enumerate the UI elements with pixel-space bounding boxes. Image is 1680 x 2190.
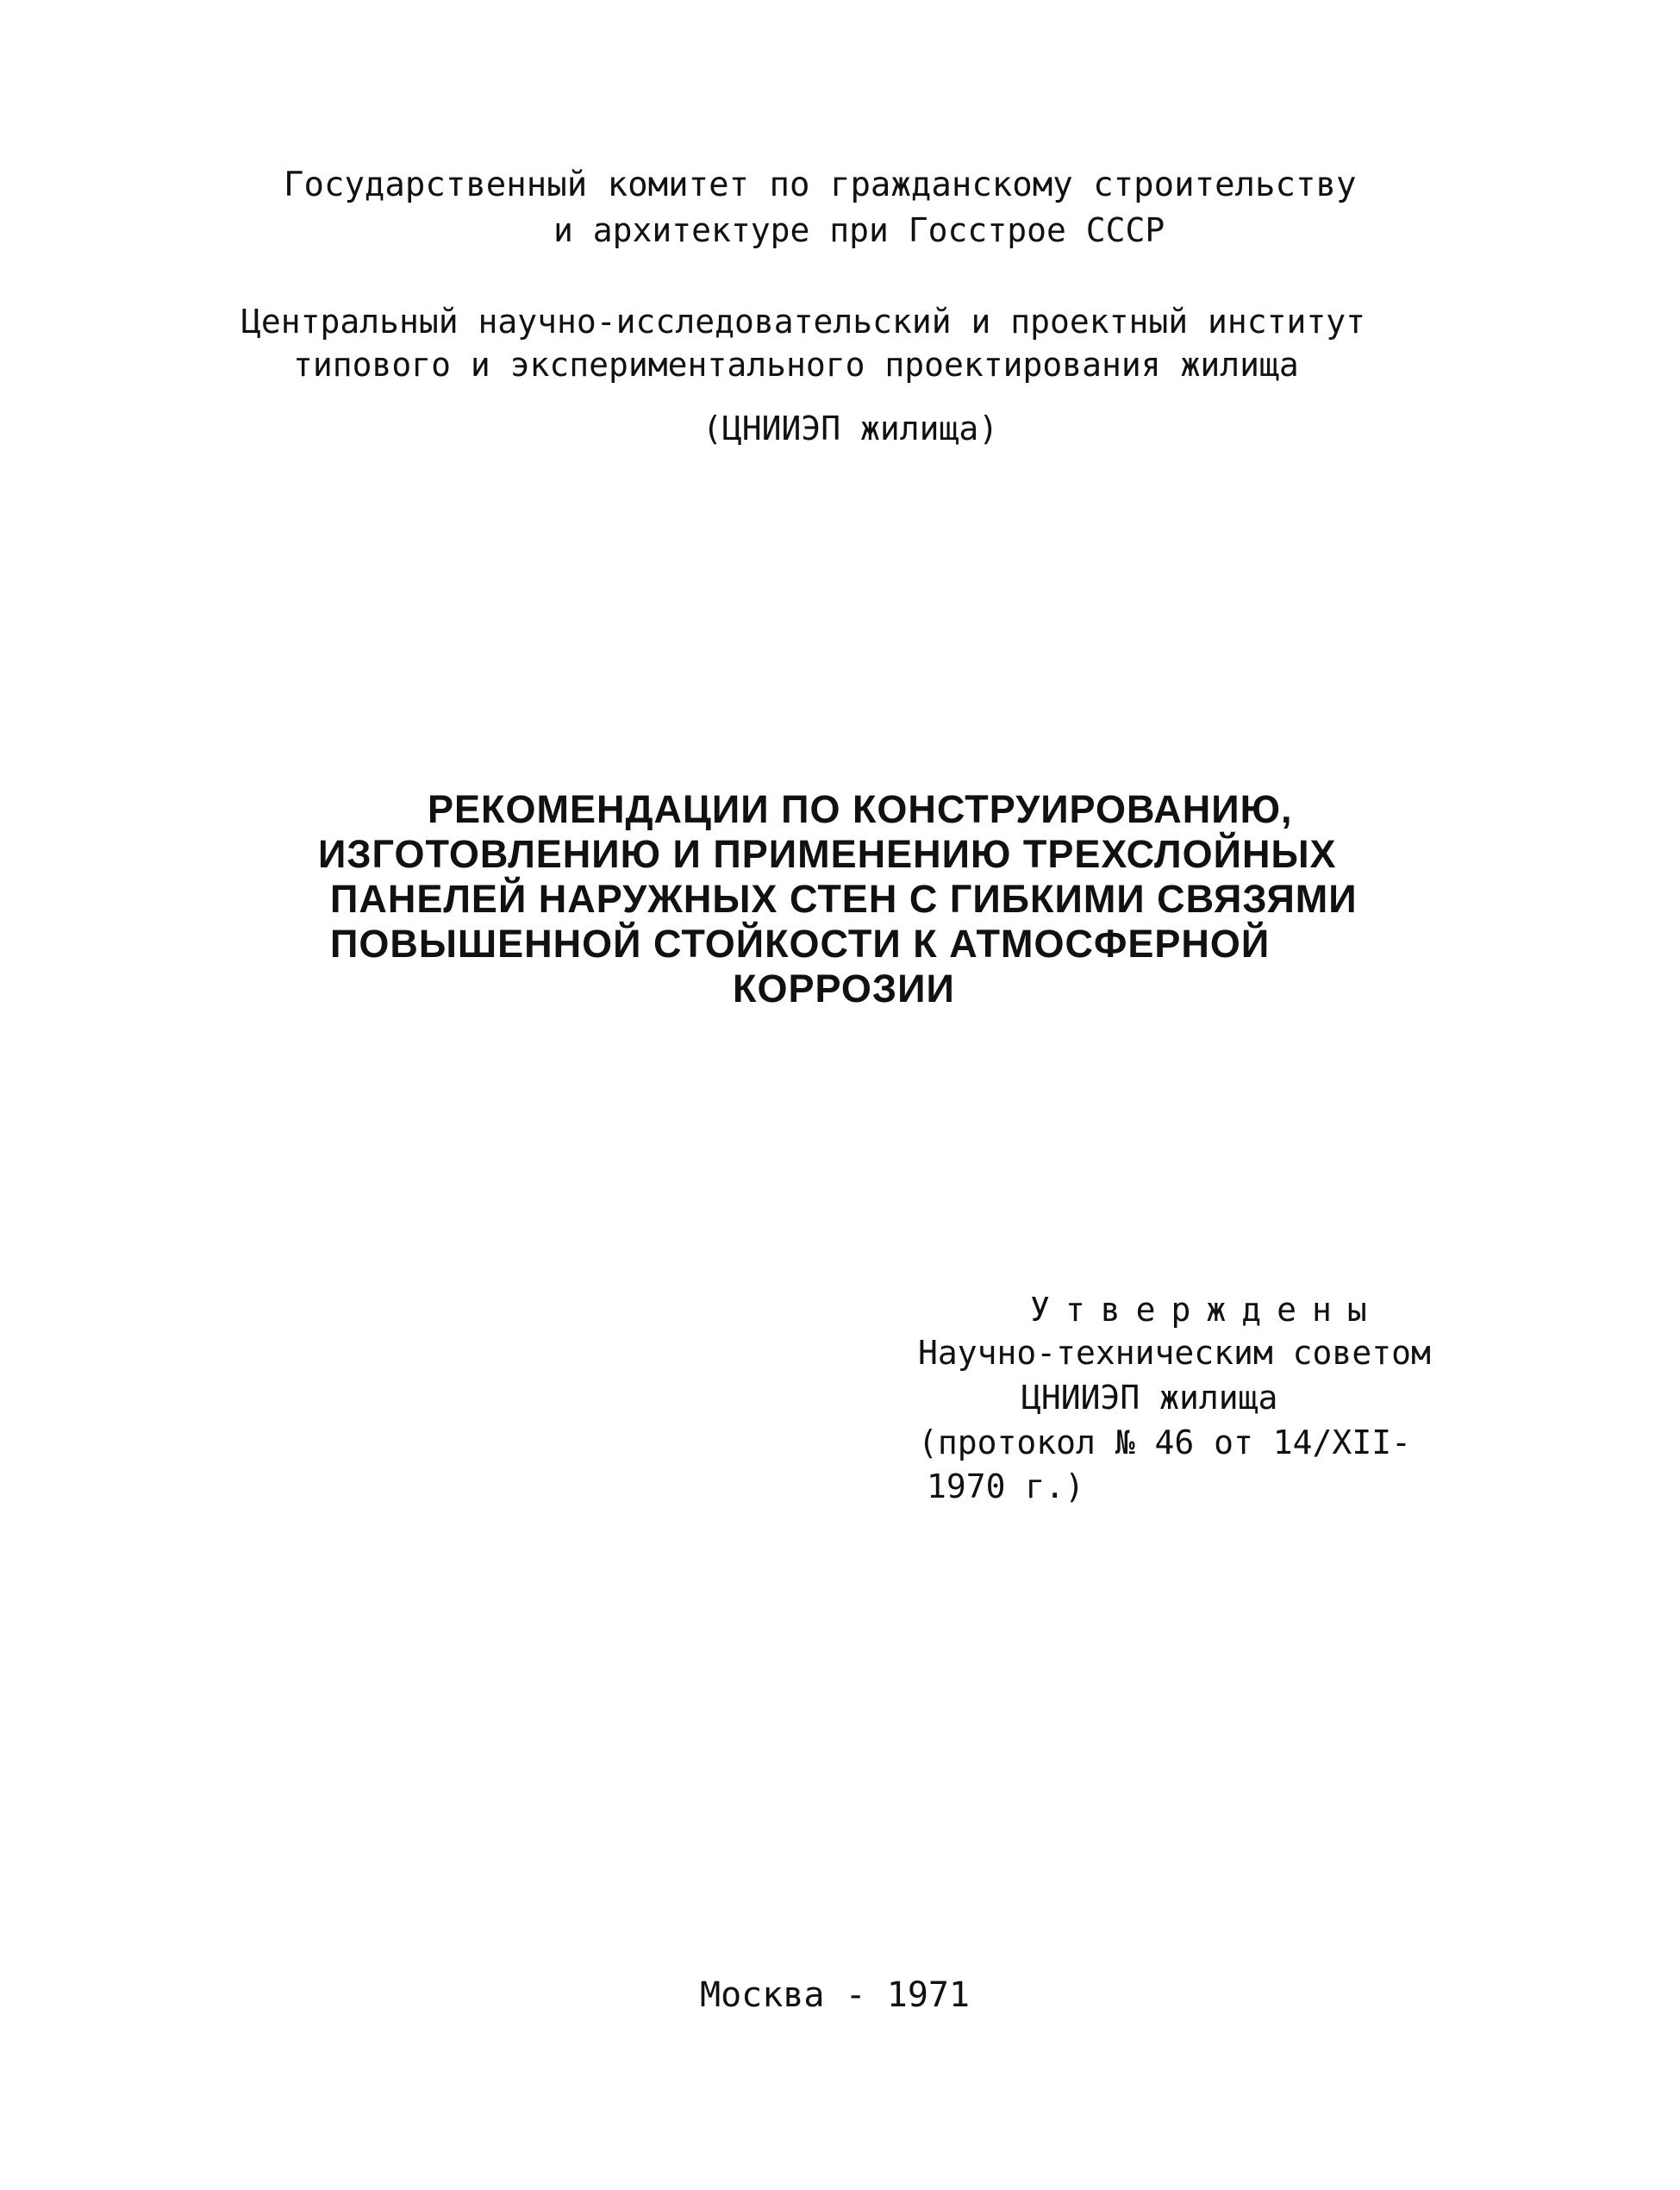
committee-line-1: Государственный комитет по гражданскому строительству xyxy=(284,166,1357,204)
document-title-line-2: ИЗГОТОВЛЕНИЮ И ПРИМЕНЕНИЮ ТРЕХСЛОЙНЫХ xyxy=(318,832,1337,876)
approval-year: 1970 г.) xyxy=(927,1467,1085,1505)
document-title-line-5: КОРРОЗИИ xyxy=(733,967,955,1011)
document-title-line-3: ПАНЕЛЕЙ НАРУЖНЫХ СТЕН С ГИБКИМИ СВЯЗЯМИ xyxy=(330,877,1358,921)
document-title-line-1: РЕКОМЕНДАЦИИ ПО КОНСТРУИРОВАНИЮ, xyxy=(428,787,1293,831)
institute-abbreviation: (ЦНИИЭП жилища) xyxy=(703,410,999,447)
approval-institute: ЦНИИЭП жилища xyxy=(1021,1379,1278,1417)
approval-protocol: (протокол № 46 от 14/XII- xyxy=(918,1424,1411,1461)
document-title-line-4: ПОВЫШЕННОЙ СТОЙКОСТИ К АТМОСФЕРНОЙ xyxy=(330,922,1271,966)
approval-council: Научно-техническим советом xyxy=(918,1334,1431,1372)
institute-line-1: Центральный научно-исследовательский и проектный институт xyxy=(241,303,1366,341)
committee-line-2: и архитектуре при Госстрое СССР xyxy=(553,211,1165,249)
place-and-year: Москва - 1971 xyxy=(700,1975,971,2015)
approval-label: Утверждены xyxy=(1030,1291,1383,1329)
institute-line-2: типового и экспериментального проектирования жилища xyxy=(293,346,1299,384)
